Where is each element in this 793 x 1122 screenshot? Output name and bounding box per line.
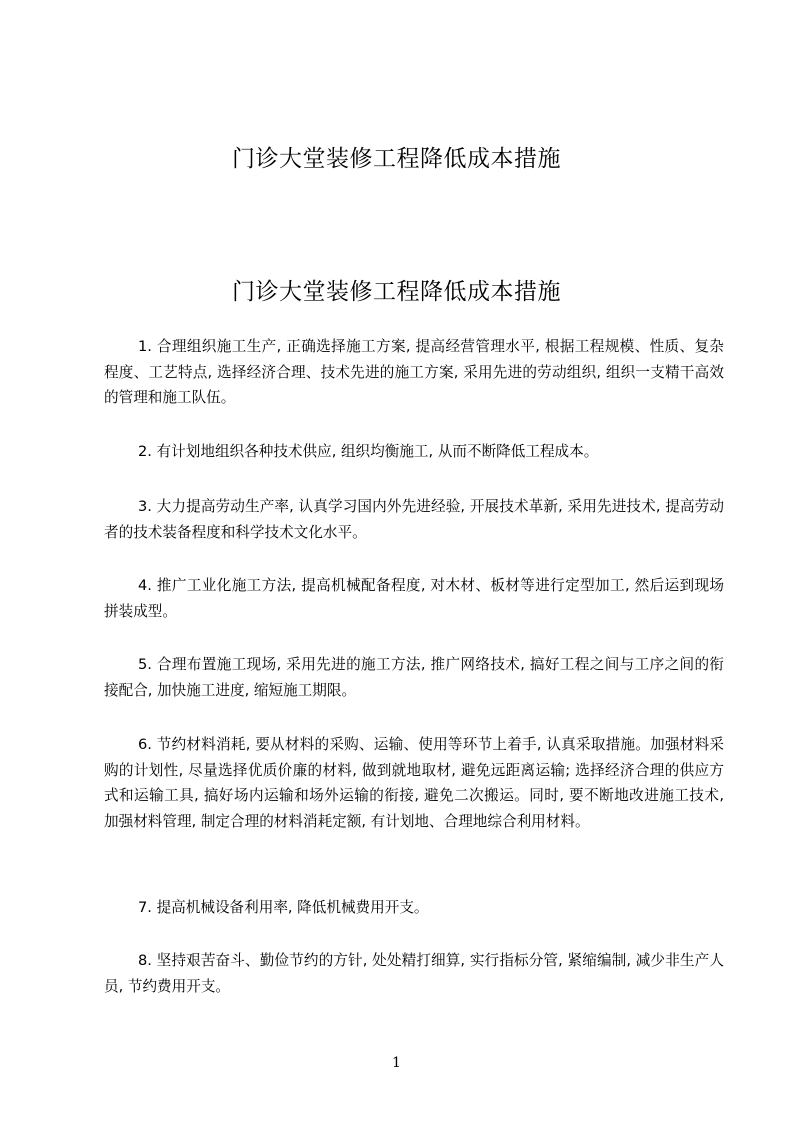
paragraph-8: 8. 坚持艰苦奋斗、勤俭节约的方针, 处处精打细算, 实行指标分管, 紧缩编制, 减少非生产人员, 节约费用开支。 (104, 952, 724, 995)
paragraph-6: 6. 节约材料消耗, 要从材料的采购、运输、使用等环节上着手, 认真采取措施。加强材料采购的计划性, 尽量选择优质价廉的材料, 做到就地取材, 避免远距离运输; 选择经济合理的供应方式和运输工具, 搞好场内运输和场外运输的衔接, 避免二次搬运。同时, 要不断地改进施工技术, 加强材料管理, 制定合理的材料消耗定额, 有计划地、合理地综合利用材料。 (104, 736, 724, 830)
paragraph-2: 2. 有计划地组织各种技术供应, 组织均衡施工, 从而不断降低工程成本。 (138, 443, 599, 460)
paragraph-1: 1. 合理组织施工生产, 正确选择施工方案, 提高经营管理水平, 根据工程规模、性质、复杂程度、工艺特点, 选择经济合理、技术先进的施工方案, 采用先进的劳动组织, 组织一支精干高效的管理和施工队伍。 (104, 338, 724, 407)
paragraph-3: 3. 大力提高劳动生产率, 认真学习国内外先进经验, 开展技术革新, 采用先进技术, 提高劳动者的技术装备程度和科学技术文化水平。 (104, 498, 724, 541)
paragraph-5: 5. 合理布置施工现场, 采用先进的施工方法, 推广网络技术, 搞好工程之间与工序之间的衔接配合, 加快施工进度, 缩短施工期限。 (104, 656, 724, 699)
section-title: 门诊大堂装修工程降低成本措施 (232, 279, 561, 305)
page-number: 1 (392, 1055, 401, 1071)
paragraph-7: 7. 提高机械设备利用率, 降低机械费用开支。 (138, 899, 429, 916)
paragraph-4: 4. 推广工业化施工方法, 提高机械配备程度, 对木材、板材等进行定型加工, 然后运到现场拼装成型。 (104, 577, 724, 620)
document-header-title: 门诊大堂装修工程降低成本措施 (232, 146, 561, 172)
